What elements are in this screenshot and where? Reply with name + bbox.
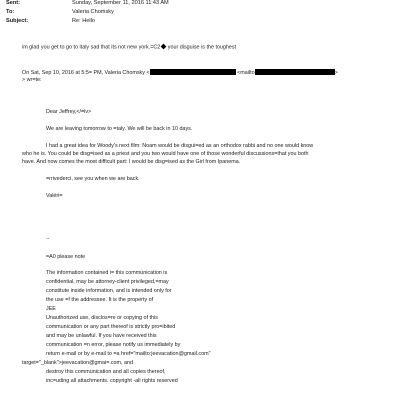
body-paragraph-2-line-2: who he is. You could be disg=ised as a priest and you two would have one of those wonderful discussions=that you both <box>22 151 309 157</box>
footer-separator: -- <box>46 236 50 242</box>
signature: Valéri= <box>46 193 63 199</box>
subject-value: Re: Hello <box>72 18 96 24</box>
to-value: Valeria Chomsky <box>72 9 114 15</box>
disclaimer-line: return e-mail or by e-mail to =a href="mailto:jeevacation@gmail.com" <box>46 351 211 357</box>
footer-note: =A0 please note <box>46 254 86 260</box>
greeting: Dear Jeffrey,</=iv> <box>46 109 92 115</box>
body-paragraph-2-line-1: I had a great idea for Woody's next film: Noam would be disgui=ed as an orthodox rabbi and no one would know <box>46 143 314 149</box>
disclaimer-line: JEE <box>46 306 56 312</box>
disclaimer-line: constitute inside information, and is intended only for <box>46 288 172 294</box>
disclaimer-line: confidential, may be attorney-client privileged,=may <box>46 279 169 285</box>
sent-label: Sent: <box>6 0 20 6</box>
disclaimer-line: target="_blank">jeevacation@gmai=.com, and <box>22 360 134 366</box>
replacement-char-icon <box>160 44 166 50</box>
redaction-bar <box>255 69 335 75</box>
disclaimer-line: the use =f the addressee. It is the property of <box>46 297 154 303</box>
sent-value: Sunday, September 11, 2016 11:43 AM <box>72 0 169 6</box>
to-label: To: <box>6 9 15 15</box>
quote-header-part-b: <mailto <box>237 70 255 76</box>
disclaimer-line: Unauthorized use, disclos=re or copying of this <box>46 315 158 321</box>
reply-text-a: im glad you get to go to italy sad that its not new york.=C2 <box>22 44 161 51</box>
subject-label: Subject: <box>6 18 29 24</box>
quote-header-part-a: On Sat, Sep 10, 2016 at 5:5= PM, Valeria Chomsky < <box>22 70 150 76</box>
reply-text <box>22 44 236 51</box>
quote-header-part-c: > <box>334 70 338 76</box>
disclaimer-line: communication or any part thereof is strictly pro=ibited <box>46 324 176 330</box>
disclaimer-line: and may be unlawful. If you have received this <box>46 333 157 339</box>
redaction-bar <box>150 69 236 75</box>
disclaimer-line: communication =n error, please notify us immediately by <box>46 342 181 348</box>
quote-header-line1 <box>22 69 338 76</box>
disclaimer-line: inc=uding all attachments. copyright -all rights reserved <box>46 378 178 384</box>
body-paragraph-2-line-3: have. And now comes the most difficult part: I would be disg=ised as the Girl from Ipanema. <box>22 159 241 165</box>
disclaimer-line: The information contained i= this communication is <box>46 270 168 276</box>
disclaimer-line: destroy this communication and all copies thereof, <box>46 369 166 375</box>
quote-header-line2: > wr=te: <box>22 77 42 83</box>
body-paragraph-3: =rrivederci, see you when we are back. <box>46 176 140 182</box>
reply-text-b: your disguise is the toughest <box>167 44 237 51</box>
body-paragraph-1: We are leaving tomorrow to =taly. We will be back in 10 days. <box>46 126 193 132</box>
